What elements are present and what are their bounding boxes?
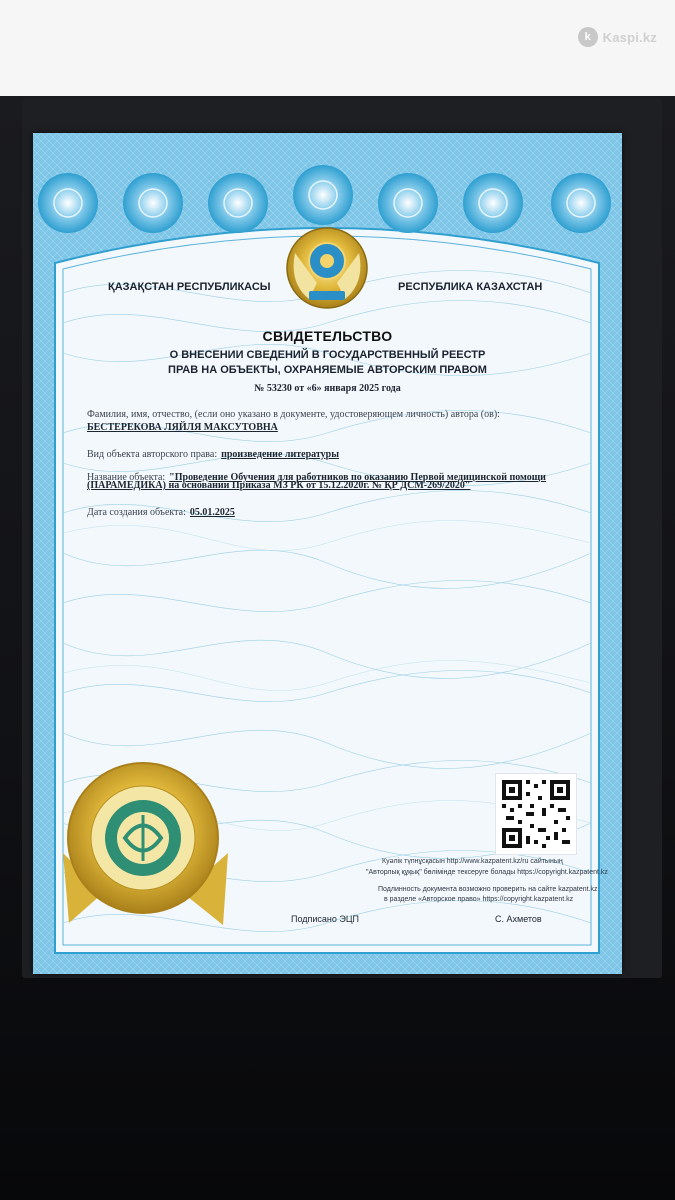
- footer-kz-line-2: "Авторлық құқық" бөлімінде тексеруге болады https://copyright.kazpatent.kz: [366, 869, 608, 876]
- object-type-value: произведение литературы: [221, 449, 340, 460]
- certificate-title: СВИДЕТЕЛЬСТВО: [262, 328, 393, 344]
- signed-label: Подписано ЭЦП: [291, 914, 360, 924]
- subtitle-line-2: ПРАВ НА ОБЪЕКТЫ, ОХРАНЯЕМЫЕ АВТОРСКИМ ПРАВОМ: [168, 364, 487, 376]
- subtitle-line-1: О ВНЕСЕНИИ СВЕДЕНИЙ В ГОСУДАРСТВЕННЫЙ РЕЕСТР: [169, 349, 486, 361]
- registration-number: № 53230 от «6» января 2025 года: [254, 383, 401, 394]
- header-kazakh: ҚАЗАҚСТАН РЕСПУБЛИКАСЫ: [108, 281, 271, 293]
- kaspi-brand: Kaspi.kz: [602, 29, 657, 45]
- header-russian: РЕСПУБЛИКА КАЗАХСТАН: [398, 281, 543, 293]
- kaspi-icon: k: [578, 27, 598, 47]
- signer-name: С. Ахметов: [495, 914, 542, 924]
- author-label: Фамилия, имя, отчество, (если оно указано в документе, удостоверяющем личность) автора (ов):: [87, 409, 500, 420]
- creation-date-label: Дата создания объекта:: [87, 507, 186, 518]
- author-name: БЕСТЕРЕКОВА ЛЯЙЛЯ МАКСУТОВНА: [87, 422, 278, 433]
- creation-date-line: [87, 502, 235, 520]
- object-name-value-2: (ПАРАМЕДИКА) на основании Приказа МЗ РК от 15.12.2020г. № ҚР ДСМ-269/2020": [87, 480, 471, 491]
- object-type-label: Вид объекта авторского права:: [87, 449, 218, 460]
- qr-code-icon: [496, 774, 576, 854]
- kaspi-watermark: [578, 26, 657, 48]
- footer-kz-line-1: Куәлік түпнұсқасын http://www.kazpatent.kz/ru сайтының: [382, 858, 563, 865]
- object-type-line: [87, 444, 339, 462]
- state-emblem: [287, 228, 367, 308]
- footer-ru-line-2: в разделе «Авторское право» https://copyright.kazpatent.kz: [384, 896, 574, 903]
- footer-ru-line-1: Подлинность документа возможно проверить на сайте kazpatent.kz: [378, 886, 598, 893]
- certificate-document: [33, 133, 622, 974]
- image-top-bar: [0, 0, 675, 96]
- qr-code[interactable]: [495, 773, 577, 855]
- creation-date-value: 05.01.2025: [189, 507, 235, 518]
- object-name-label: Название объекта:: [87, 472, 166, 483]
- object-name-value-1: "Проведение Обучения для работников по оказанию Первой медицинской помощи: [169, 472, 546, 483]
